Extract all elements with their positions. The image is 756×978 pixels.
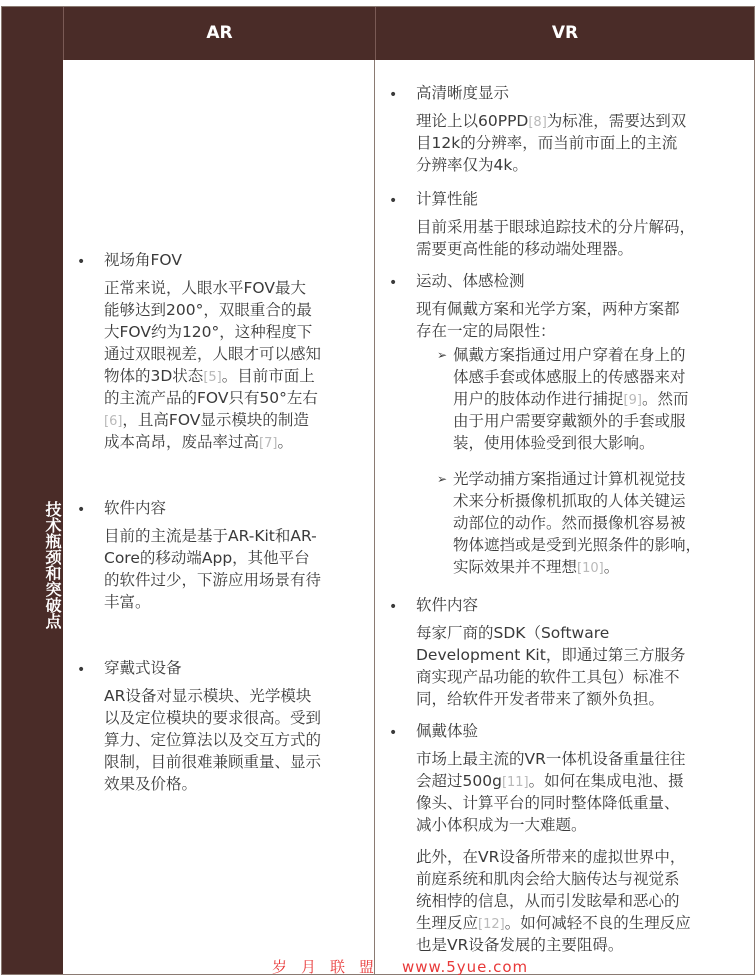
text-segment: 目前的主流是基于AR-Kit和AR- — [104, 527, 317, 545]
text-line — [416, 238, 695, 260]
item-body — [416, 216, 695, 260]
text-segment: 。如何在集成电池、摄 — [528, 772, 684, 790]
text-line — [416, 298, 680, 320]
text-line — [416, 912, 691, 934]
item-body — [104, 277, 321, 453]
item-title: 软件内容 — [104, 499, 167, 517]
watermark-url: www.5yue.com — [402, 958, 529, 976]
text-segment: 分辨率仅为4k。 — [416, 156, 528, 174]
text-segment: 实际效果并不理想 — [453, 558, 578, 576]
bullet-dot: • — [77, 254, 86, 270]
text-line — [416, 846, 691, 868]
text-segment: 以及定位模块的要求很高。受到 — [104, 709, 322, 727]
text-line — [416, 644, 685, 666]
text-segment: 正常来说，人眼水平FOV最大 — [104, 279, 306, 297]
bullet-dot: • — [389, 725, 398, 741]
text-line — [416, 132, 686, 154]
text-segment: 。 — [277, 433, 293, 451]
item-body-extra — [416, 846, 691, 956]
item-title: 佩戴体验 — [416, 722, 479, 740]
text-segment: 每家厂商的SDK（Software — [416, 624, 610, 642]
text-line — [104, 569, 321, 591]
text-line — [104, 707, 321, 729]
text-line — [416, 154, 686, 176]
text-segment: 用户的肢体动作进行捕捉 — [453, 390, 624, 408]
text-line — [416, 792, 685, 814]
text-line — [453, 432, 688, 454]
text-segment: 的软件过少，下游应用场景有待 — [104, 571, 322, 589]
text-line — [104, 299, 321, 321]
text-segment: 现有佩戴方案和光学方案，两种方案都 — [416, 300, 680, 318]
text-line — [104, 431, 321, 453]
citation-ref: [5] — [203, 370, 222, 385]
text-line — [416, 868, 691, 890]
item-title: 视场角FOV — [104, 251, 182, 269]
text-segment: ，且高FOV显示模块的制造 — [122, 411, 309, 429]
text-line — [104, 409, 321, 431]
text-line — [416, 320, 680, 342]
text-segment: 体感手套或体感服上的传感器来对 — [453, 368, 686, 386]
arrow-bullet-icon: ➢ — [437, 472, 448, 486]
text-line — [104, 277, 321, 299]
text-line — [453, 490, 701, 512]
text-line — [104, 773, 321, 795]
text-line — [104, 321, 321, 343]
text-segment: 商实现产品功能的软件工具包）标准不 — [416, 668, 680, 686]
bullet-dot: • — [389, 193, 398, 209]
text-segment: 成本高昂，废品率过高 — [104, 433, 260, 451]
text-segment: 大FOV约为120°，这种程度下 — [104, 323, 313, 341]
text-line — [416, 110, 686, 132]
text-segment: 。然而 — [641, 390, 689, 408]
watermark — [272, 957, 528, 977]
text-line — [453, 534, 701, 556]
arrow-bullet-icon: ➢ — [437, 348, 448, 362]
text-line — [104, 365, 321, 387]
text-line — [453, 410, 688, 432]
text-segment: 此外，在VR设备所带来的虚拟世界中， — [416, 848, 686, 866]
text-segment: 目前采用基于眼球追踪技术的分片解码， — [416, 218, 696, 236]
text-segment: 减小体积成为一大难题。 — [416, 816, 587, 834]
citation-ref: [9] — [623, 393, 642, 408]
text-line — [453, 366, 688, 388]
item-body — [416, 298, 680, 342]
text-line — [453, 556, 701, 578]
header-vr: VR — [551, 23, 579, 43]
citation-ref: [10] — [577, 561, 604, 576]
text-segment: 理论上以60PPD — [416, 112, 529, 130]
text-segment: 由于用户需要穿戴额外的手套或服 — [453, 412, 686, 430]
text-line — [416, 890, 691, 912]
text-segment: 生理反应 — [416, 914, 479, 932]
side-label-cell — [2, 60, 63, 974]
text-line — [416, 934, 691, 956]
text-line — [453, 344, 688, 366]
text-segment: Core的移动端App，其他平台 — [104, 549, 310, 567]
item-title: 软件内容 — [416, 596, 479, 614]
header-ar: AR — [206, 23, 233, 43]
item-title: 穿戴式设备 — [104, 659, 182, 677]
text-segment: 物体的3D状态 — [104, 367, 204, 385]
text-line — [416, 688, 685, 710]
text-line — [104, 685, 321, 707]
sub-item-body — [453, 468, 701, 578]
text-line — [104, 729, 321, 751]
text-segment: 能够达到200°，双眼重合的最 — [104, 301, 312, 319]
text-segment: 存在一定的局限性： — [416, 322, 556, 340]
text-line — [104, 751, 321, 773]
sub-item-body — [453, 344, 688, 454]
comparison-table — [1, 6, 755, 975]
text-line — [104, 591, 321, 613]
item-body — [416, 748, 685, 836]
text-segment: 术来分析摄像机抓取的人体关键运 — [453, 492, 686, 510]
text-segment: 为标准，需要达到双 — [546, 112, 687, 130]
text-line — [453, 388, 688, 410]
text-line — [104, 547, 321, 569]
text-line — [416, 216, 695, 238]
text-line — [416, 622, 685, 644]
citation-ref: [11] — [501, 775, 529, 790]
side-label: 技术瓶颈和突破点 — [43, 501, 62, 629]
text-segment: 统相悖的信息，从而引发眩晕和恶心的 — [416, 892, 680, 910]
citation-ref: [7] — [259, 436, 278, 451]
text-segment: 限制，目前很难兼顾重量、显示 — [104, 753, 322, 771]
column-divider — [374, 60, 375, 974]
text-line — [453, 468, 701, 490]
text-segment: 目12k的分辨率，而当前市面上的主流 — [416, 134, 678, 152]
text-segment: 装，使用体验受到很大影响。 — [453, 434, 655, 452]
item-title: 运动、体感检测 — [416, 272, 525, 290]
text-segment: Development Kit，即通过第三方服务 — [416, 646, 686, 664]
text-segment: 前庭系统和肌肉会给大脑传达与视觉系 — [416, 870, 680, 888]
item-title: 高清晰度显示 — [416, 84, 510, 102]
text-line — [416, 814, 685, 836]
text-segment: 。目前市面上 — [221, 367, 315, 385]
bullet-dot: • — [389, 87, 398, 103]
watermark-text: 岁月联盟 — [272, 958, 389, 976]
text-segment: 同，给软件开发者带来了额外负担。 — [416, 690, 665, 708]
text-segment: 会超过500g — [416, 772, 502, 790]
text-segment: 物体遮挡或是受到光照条件的影响， — [453, 536, 702, 554]
text-line — [104, 387, 321, 409]
item-body — [416, 110, 686, 176]
text-segment: 算力、定位算法以及交互方式的 — [104, 731, 322, 749]
item-body — [104, 685, 321, 795]
item-body — [104, 525, 321, 613]
text-line — [104, 343, 321, 365]
citation-ref: [12] — [478, 917, 505, 932]
text-segment: AR设备对显示模块、光学模块 — [104, 687, 312, 705]
text-line — [416, 748, 685, 770]
text-line — [416, 666, 685, 688]
text-segment: 需要更高性能的移动端处理器。 — [416, 240, 634, 258]
text-segment: 的主流产品的FOV只有50°左右 — [104, 389, 318, 407]
text-segment: 市场上最主流的VR一体机设备重量往往 — [416, 750, 686, 768]
text-line — [104, 525, 321, 547]
text-segment: 。 — [603, 558, 620, 576]
text-line — [453, 512, 701, 534]
text-segment: 佩戴方案指通过用户穿着在身上的 — [453, 346, 686, 364]
text-segment: 丰富。 — [104, 593, 151, 611]
text-segment: 动部位的动作。然而摄像机容易被 — [453, 514, 686, 532]
text-segment: 效果及价格。 — [104, 775, 198, 793]
text-segment: 光学动捕方案指通过计算机视觉技 — [453, 470, 686, 488]
text-segment: 也是VR设备发展的主要阻碍。 — [416, 936, 624, 954]
citation-ref: [8] — [528, 115, 547, 130]
bullet-dot: • — [77, 502, 86, 518]
text-line — [416, 770, 685, 792]
item-title: 计算性能 — [416, 190, 479, 208]
bullet-dot: • — [389, 275, 398, 291]
item-body — [416, 622, 685, 710]
text-segment: 像头、计算平台的同时整体降低重量、 — [416, 794, 680, 812]
bullet-dot: • — [77, 662, 86, 678]
text-segment: 。如何减轻不良的生理反应 — [504, 914, 691, 932]
bullet-dot: • — [389, 599, 398, 615]
table-header — [2, 7, 754, 60]
citation-ref: [6] — [104, 414, 123, 429]
text-segment: 通过双眼视差，人眼才可以感知 — [104, 345, 322, 363]
